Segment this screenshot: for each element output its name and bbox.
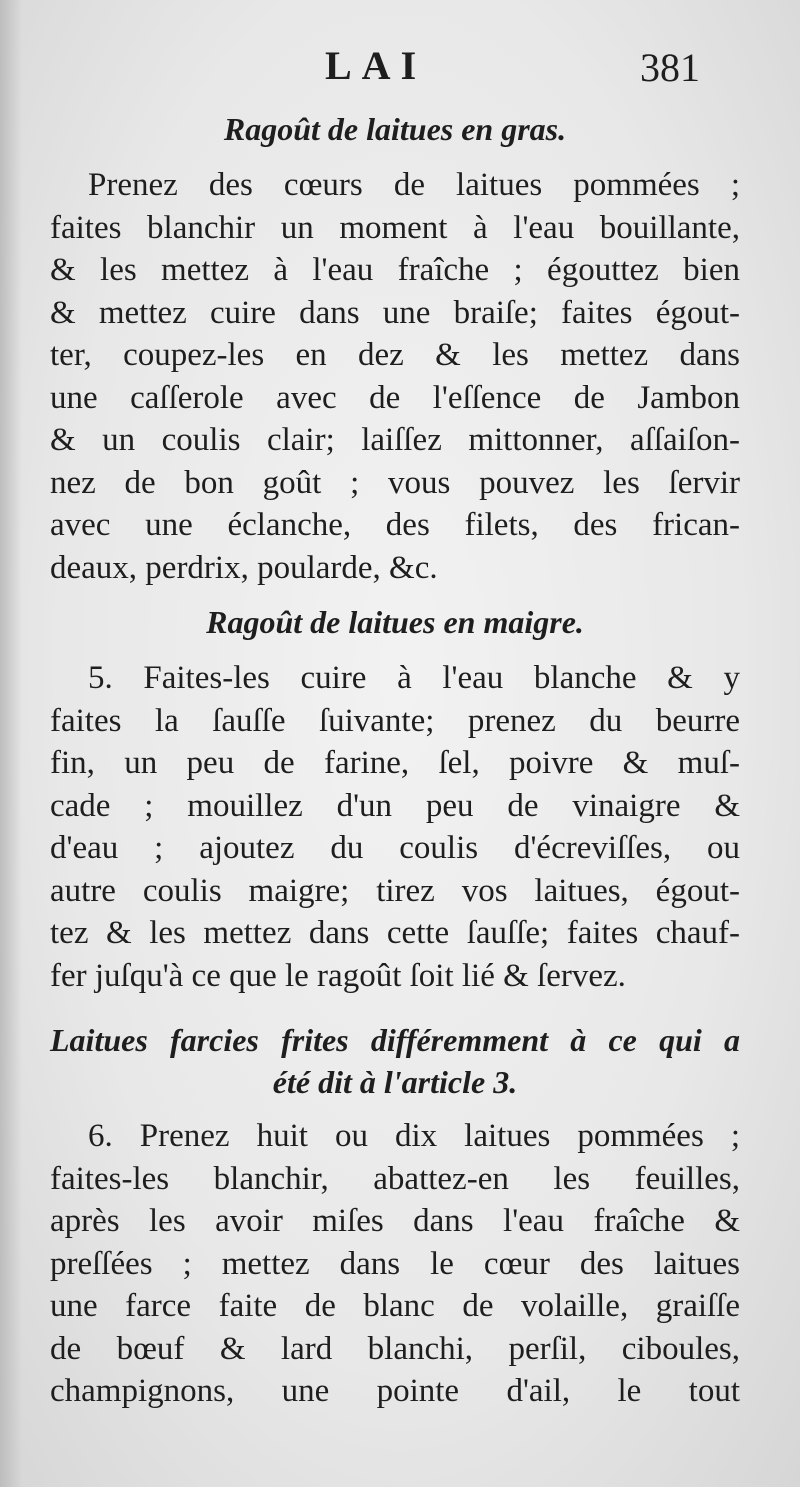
text-line: champignons, une pointe d'ail, le tout: [50, 1373, 740, 1409]
text-line: une farce faite de blanc de volaille, graiſſe: [50, 1288, 740, 1324]
text-line: 6. Prenez huit ou dix laitues pommées ;: [88, 1118, 740, 1154]
running-title: LAI: [325, 43, 427, 88]
text-line: après les avoir miſes dans l'eau fraîche &: [50, 1203, 740, 1239]
section-heading-gras: Ragoût de laitues en gras.: [223, 111, 567, 147]
text-line: une caſſerole avec de l'eſſence de Jambon: [50, 379, 740, 416]
page-gutter-shadow: [0, 0, 22, 1487]
text-line: faites la ſauſſe ſuivante; prenez du beurre: [50, 702, 740, 739]
running-head: [0, 42, 800, 102]
paragraph-farcies: [50, 1115, 740, 1413]
text-line: & mettez cuire dans une braiſe; faites égout-: [50, 294, 740, 331]
text-line: nez de bon goût ; vous pouvez les ſervir: [50, 464, 740, 501]
text-line: ter, coupez-les en dez & les mettez dans: [50, 337, 740, 373]
heading-line: Laitues farcies frites différemment à ce qui a: [50, 1022, 740, 1058]
text-line: 5. Faites-les cuire à l'eau blanche & y: [88, 660, 740, 696]
text-line: preſſées ; mettez dans le cœur des laitues: [50, 1245, 740, 1282]
section-heading-farcies: [50, 1019, 740, 1100]
page-number: 381: [640, 45, 700, 90]
paragraph-gras: [50, 164, 740, 589]
text-line: d'eau ; ajoutez du coulis d'écreviſſes, ou: [50, 830, 740, 866]
text-line: & les mettez à l'eau fraîche ; égouttez bien: [50, 252, 740, 288]
text-line: avec une éclanche, des filets, des frican-: [50, 507, 740, 543]
text-line: Prenez des cœurs de laitues pommées ;: [88, 167, 740, 203]
section-heading-maigre: Ragoût de laitues en maigre.: [206, 604, 584, 640]
text-line: fin, un peu de farine, ſel, poivre & muſ-: [50, 745, 740, 781]
text-line: faites blanchir un moment à l'eau bouillante,: [50, 209, 740, 246]
text-line: deaux, perdrix, poularde, &c.: [50, 549, 438, 586]
text-line: autre coulis maigre; tirez vos laitues, égout-: [50, 872, 740, 909]
heading-line: été dit à l'article 3.: [272, 1064, 518, 1100]
text-column: [50, 108, 740, 1413]
text-line: & un coulis clair; laiſſez mittonner, aſſaiſon-: [50, 422, 740, 458]
text-line: fer juſqu'à ce que le ragoût ſoit lié & ſervez.: [50, 957, 626, 994]
text-line: faites-les blanchir, abattez-en les feuilles,: [50, 1160, 740, 1197]
text-line: cade ; mouillez d'un peu de vinaigre &: [50, 787, 740, 824]
paragraph-maigre: [50, 657, 740, 997]
text-line: de bœuf & lard blanchi, perſil, ciboules,: [50, 1330, 740, 1367]
text-line: tez & les mettez dans cette ſauſſe; faites chauf-: [50, 915, 740, 951]
